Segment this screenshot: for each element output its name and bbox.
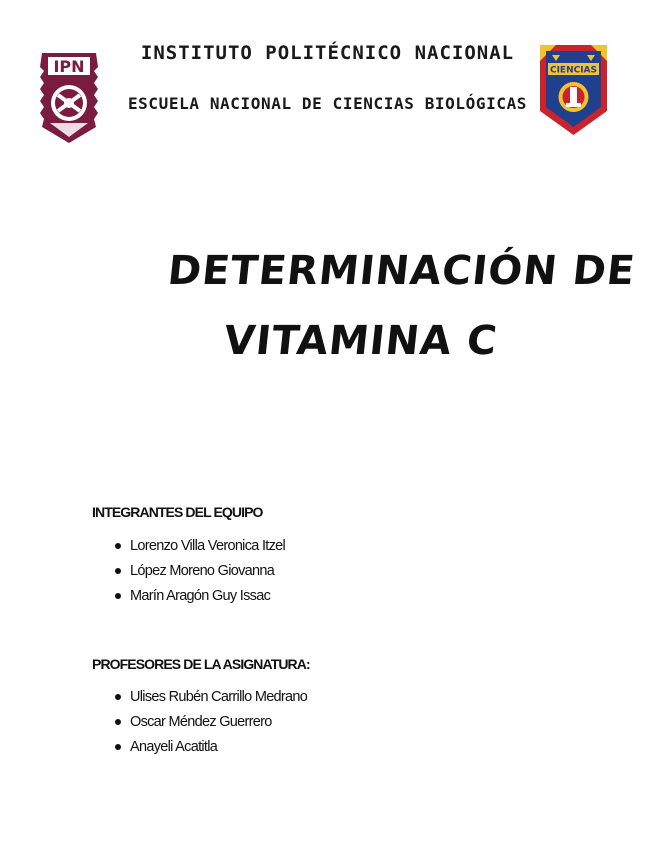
bullet-icon [115,568,121,574]
list-item [114,737,307,762]
professors-heading: PROFESORES DE LA ASIGNATURA: [92,656,310,672]
bullet-icon [115,593,121,599]
team-member-name: Lorenzo Villa Veronica Itzel [130,538,286,554]
list-item [114,586,285,611]
bullet-icon [115,543,121,549]
ipn-logo-icon [36,47,102,145]
professor-name: Oscar Méndez Guerrero [130,714,272,730]
bullet-icon [115,719,121,725]
svg-text:CIENCIAS: CIENCIAS [549,65,598,76]
team-heading: INTEGRANTES DEL EQUIPO [92,504,263,520]
svg-text:IPN: IPN [53,57,85,76]
institution-name: INSTITUTO POLITÉCNICO NACIONAL [140,42,515,64]
professor-name: Anayeli Acatitla [130,739,218,755]
list-item [114,561,285,586]
school-name: ESCUELA NACIONAL DE CIENCIAS BIOLÓGICAS [127,94,528,113]
list-item [114,687,307,712]
team-member-list [114,536,285,611]
team-member-name: Marín Aragón Guy Issac [130,588,271,604]
document-title-line-1: DETERMINACIÓN DE [165,248,638,294]
professor-list [114,687,307,762]
list-item [114,536,285,561]
document-title-line-2: VITAMINA C [221,318,500,364]
bullet-icon [115,694,121,700]
professor-name: Ulises Rubén Carrillo Medrano [130,689,308,705]
list-item [114,712,307,737]
bullet-icon [115,744,121,750]
team-member-name: López Moreno Giovanna [130,563,275,579]
